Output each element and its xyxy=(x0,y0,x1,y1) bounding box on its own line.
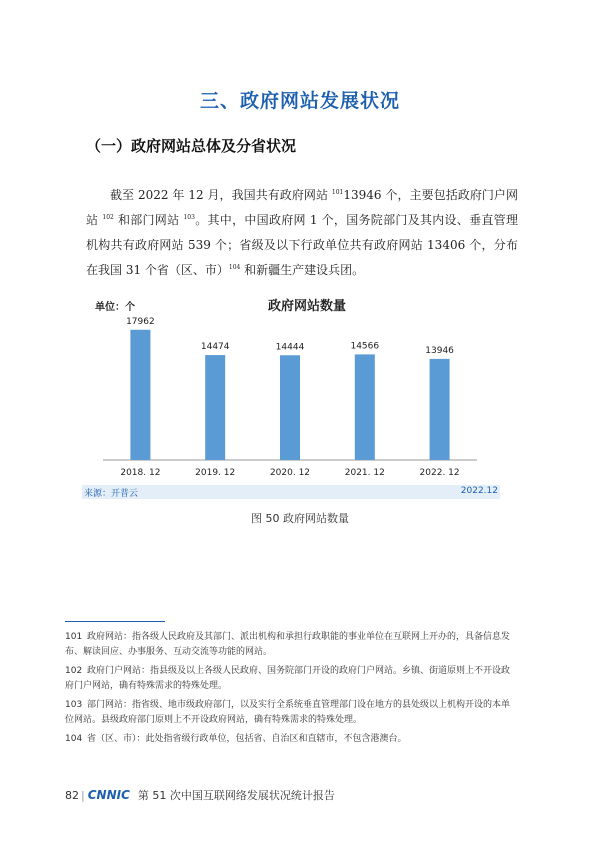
footnote-number: 101 xyxy=(65,632,83,642)
bar-value-label: 17962 xyxy=(126,316,155,327)
footnotes xyxy=(65,630,515,751)
footnote-number: 104 xyxy=(65,734,83,744)
chart-footer xyxy=(82,485,500,499)
footnote-ref-104[interactable]: 104 xyxy=(228,264,241,271)
figure-caption: 图 50 政府网站数量 xyxy=(251,512,349,525)
subsection-title: （一）政府网站总体及分省状况 xyxy=(86,137,297,155)
footnote-text: 省（区、市）：此处指省级行政单位，包括省、自治区和直辖市，不包含港澳台。 xyxy=(87,734,407,744)
footnote-ref-102[interactable]: 102 xyxy=(102,214,114,221)
x-tick-label: 2018. 12 xyxy=(120,468,161,478)
paragraph-text-1: 截至 2022 年 12 月，我国共有政府网站 xyxy=(110,188,332,202)
chart-canvas xyxy=(85,292,495,498)
footnote-102 xyxy=(65,664,515,694)
footnote-number: 102 xyxy=(65,666,83,676)
x-tick-label: 2019. 12 xyxy=(195,468,236,478)
report-title: 第 51 次中国互联网络发展状况统计报告 xyxy=(137,789,335,802)
bar-value-label: 13946 xyxy=(425,345,454,356)
footnote-103 xyxy=(65,698,515,728)
paragraph-text-4: 。其中，中国政府网 1 个，国务院部门及其内设、垂直管理机构共有政府网站 539 个；省级及以下行政单位共有政府网站 13406 个，分布在我国 31 个省（区、市） xyxy=(86,213,518,277)
footnote-104 xyxy=(65,732,515,747)
x-tick-label: 2021. 12 xyxy=(344,468,385,478)
footnote-number: 103 xyxy=(65,700,83,710)
footnote-text: 部门网站：指省级、地市级政府部门，以及实行全系统垂直管理部门设在地方的县处级以上机构开设的本单位网站。县级政府部门原则上不开设政府网站，确有特殊需求的特殊处理。 xyxy=(65,700,511,725)
footnote-101 xyxy=(65,630,515,660)
bar-chart xyxy=(85,292,495,498)
chart-bars xyxy=(120,317,459,478)
cnnic-logo: CNNIC xyxy=(87,788,130,802)
paragraph-text-3: 和部门网站 xyxy=(113,213,184,227)
footnote-divider xyxy=(65,621,165,622)
x-tick-label: 2020. 12 xyxy=(269,468,311,478)
x-tick-label: 2022. 12 xyxy=(419,468,460,478)
bar-2 xyxy=(205,355,225,460)
bar-4 xyxy=(355,354,375,460)
bar-value-label: 14566 xyxy=(350,341,380,352)
section-title: 三、政府网站发展状况 xyxy=(199,90,400,112)
bar-1 xyxy=(130,330,150,460)
page-footer xyxy=(65,787,335,803)
footnote-text: 政府门户网站：指县级及以上各级人民政府、国务院部门开设的政府门户网站。乡镇、街道原则上不开设政府门户网站，确有特殊需求的特殊处理。 xyxy=(65,666,511,691)
bar-5 xyxy=(430,359,450,460)
bar-3 xyxy=(280,355,300,460)
bar-value-label: 14474 xyxy=(200,342,230,353)
page-number: 82 xyxy=(65,789,79,802)
bar-value-label: 14444 xyxy=(275,342,305,353)
chart-date: 2022.12 xyxy=(460,486,498,496)
footnote-ref-101[interactable]: 101 xyxy=(331,189,344,196)
chart-unit-label: 单位：个 xyxy=(95,302,135,313)
footer-separator: | xyxy=(81,789,85,802)
chart-source: 来源：开普云 xyxy=(84,489,139,499)
paragraph-text-5: 和新疆生产建设兵团。 xyxy=(240,263,365,277)
paragraph-text-2: 13946 个，主要包括政府门户网站 xyxy=(86,188,518,227)
footnote-ref-103[interactable]: 103 xyxy=(183,214,195,221)
body-paragraph xyxy=(86,183,518,283)
chart-title: 政府网站数量 xyxy=(267,299,347,314)
footnote-text: 政府网站：指各级人民政府及其部门、派出机构和承担行政职能的事业单位在互联网上开办的，具备信息发布、解读回应、办事服务、互动交流等功能的网站。 xyxy=(65,632,511,657)
